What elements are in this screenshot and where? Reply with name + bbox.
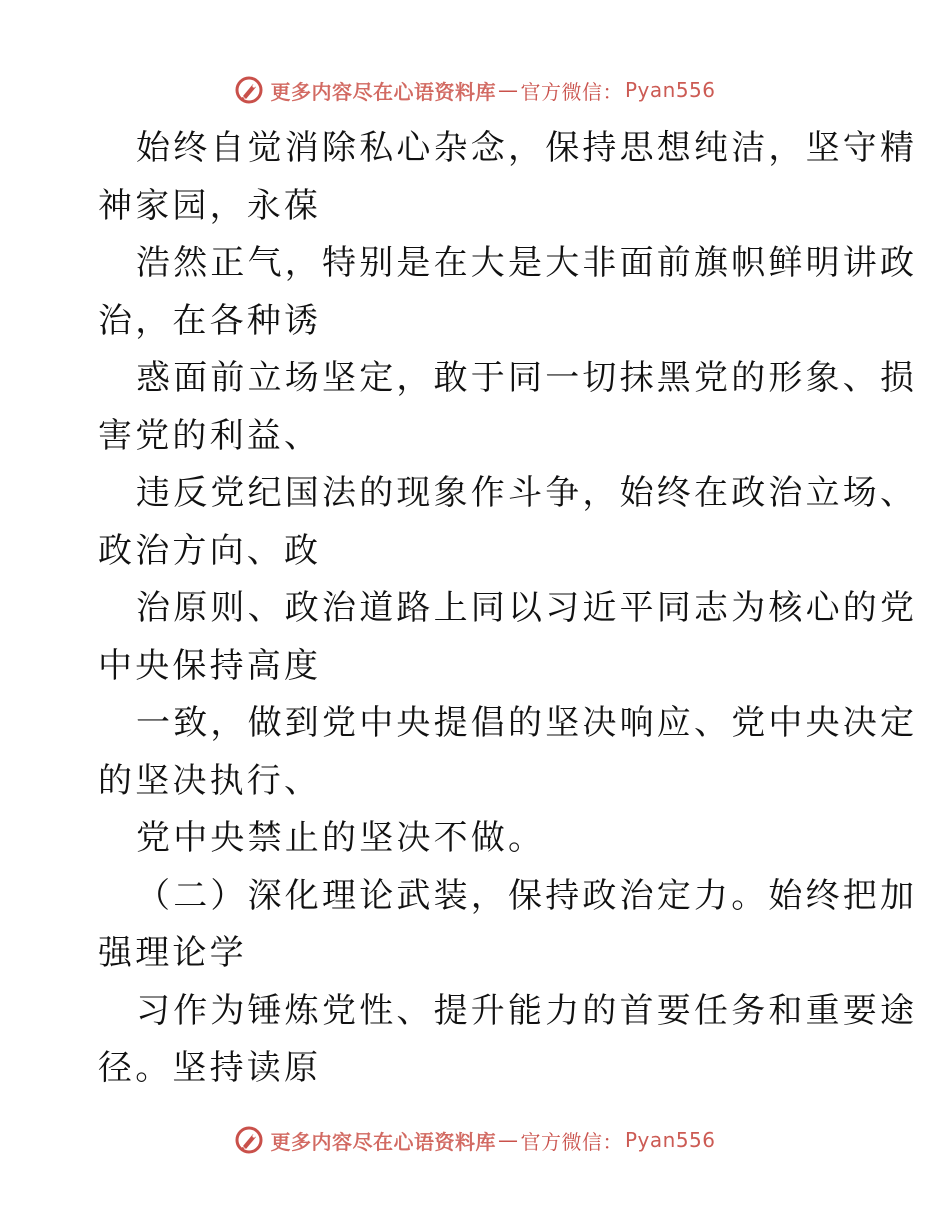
text-line: 始终自觉消除私心杂念，保持思想纯洁，坚守精 [136, 128, 918, 168]
text-line: 径。坚持读原 [98, 1048, 322, 1088]
text-line: 惑面前立场坚定，敢于同一切抹黑党的形象、损 [136, 358, 918, 398]
text-line: 浩然正气，特别是在大是大非面前旗帜鲜明讲政 [136, 243, 918, 283]
header-wechat-id: Pyan556 [624, 78, 716, 102]
text-line: 党中央禁止的坚决不做。 [136, 818, 546, 858]
text-line: 违反党纪国法的现象作斗争，始终在政治立场、 [136, 473, 918, 513]
footer-site-name: 更多内容尽在心语资料库 [270, 1129, 496, 1154]
header-watermark [0, 70, 950, 110]
text-line: 治，在各种诱 [98, 300, 322, 341]
header-wechat-label: 官方微信： [520, 79, 623, 104]
footer-wechat-id: Pyan556 [624, 1128, 716, 1152]
text-line: 治原则、政治道路上同以习近平同志为核心的党 [136, 588, 918, 628]
footer-wechat-label: 官方微信： [520, 1129, 623, 1154]
footer-separator: — [497, 1128, 519, 1152]
text-line: 政治方向、政 [98, 530, 322, 571]
text-line: 害党的利益、 [98, 415, 322, 456]
header-separator: — [497, 78, 519, 102]
section-heading-line: （二）深化理论武装，保持政治定力。始终把加 [136, 875, 918, 916]
pen-nib-logo-icon [234, 75, 264, 105]
text-line: 神家园，永葆 [98, 185, 322, 226]
pen-nib-logo-icon [234, 1125, 264, 1155]
text-line: 一致，做到党中央提倡的坚决响应、党中央决定 [136, 703, 918, 743]
footer-watermark [0, 1120, 950, 1160]
text-line: 的坚决执行、 [98, 760, 322, 801]
text-line: 习作为锤炼党性、提升能力的首要任务和重要途 [136, 990, 918, 1031]
header-site-name: 更多内容尽在心语资料库 [270, 79, 496, 104]
text-line: 强理论学 [98, 933, 247, 973]
text-line: 中央保持高度 [98, 645, 322, 686]
document-body [98, 120, 918, 1098]
